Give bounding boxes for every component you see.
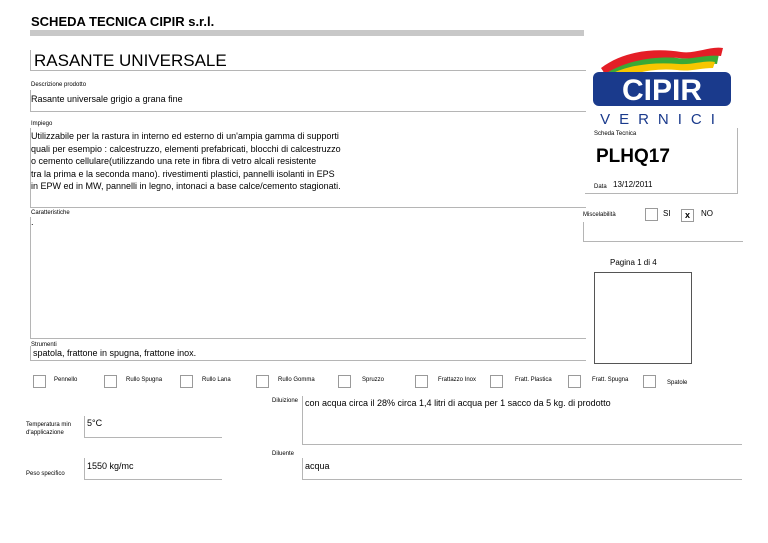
dilution-label: Diluizione bbox=[272, 398, 299, 404]
tools-label: Strumenti bbox=[31, 342, 57, 348]
temperature-label-line: d'applicazione bbox=[26, 430, 64, 436]
miscibility-no-label: NO bbox=[701, 209, 713, 218]
miscibility-underline bbox=[583, 241, 743, 242]
dilution-value: con acqua circa il 28% circa 1,4 litri di acqua per 1 sacco da 5 kg. di prodotto bbox=[305, 398, 611, 408]
miscibility-label: Miscelabilità bbox=[583, 212, 616, 218]
sheet-border-right bbox=[737, 128, 738, 193]
temperature-label bbox=[26, 421, 71, 437]
diluent-label: Diluente bbox=[272, 451, 295, 457]
dilution-border bbox=[302, 396, 303, 445]
tool-label-rullo-gomma: Rullo Gomma bbox=[278, 377, 315, 383]
tool-label-spatole: Spatole bbox=[667, 380, 688, 386]
tool-checkbox-rullo-gomma[interactable] bbox=[256, 375, 269, 388]
tool-label-rullo-lana: Rullo Lana bbox=[202, 377, 231, 383]
sheet-label: Scheda Tecnica bbox=[594, 131, 637, 137]
temperature-border bbox=[84, 416, 85, 438]
specific-weight-border bbox=[84, 458, 85, 480]
tool-label-rullo-spugna: Rullo Spugna bbox=[126, 377, 163, 383]
miscibility-no-mark: x bbox=[684, 210, 690, 220]
miscibility-yes-label: SI bbox=[663, 209, 671, 218]
sheet-underline bbox=[585, 193, 738, 194]
description-value: Rasante universale grigio a grana fine bbox=[31, 94, 183, 104]
tool-label-pennello: Pennello bbox=[54, 377, 78, 383]
tool-checkbox-fratt-plastica[interactable] bbox=[490, 375, 503, 388]
tool-checkbox-spruzzo[interactable] bbox=[338, 375, 351, 388]
temperature-value: 5°C bbox=[87, 418, 103, 428]
tools-underline bbox=[30, 360, 586, 361]
tool-label-frattazzo-inox: Frattazzo Inox bbox=[438, 377, 477, 383]
tool-label-spruzzo: Spruzzo bbox=[362, 377, 385, 383]
date-label: Data bbox=[594, 184, 607, 190]
usage-line: quali per esempio : calcestruzzo, elementi prefabricati, blocchi di calcestruzzo bbox=[31, 143, 341, 154]
tool-checkbox-pennello[interactable] bbox=[33, 375, 46, 388]
product-name: RASANTE UNIVERSALE bbox=[34, 51, 227, 70]
tool-checkbox-spatole[interactable] bbox=[643, 375, 656, 388]
usage-line: in EPW ed in MW, pannelli in legno, intonaci a base calce/cemento stagionati. bbox=[31, 181, 341, 191]
usage-line: Utilizzabile per la rastura in interno ed esterno di un'ampia gamma di supporti bbox=[31, 131, 339, 141]
diluent-underline bbox=[302, 479, 742, 480]
logo-wordmark: CIPIR bbox=[621, 74, 703, 107]
usage-text bbox=[31, 130, 341, 193]
characteristics-value: . bbox=[31, 217, 34, 227]
company-title: SCHEDA TECNICA CIPIR s.r.l. bbox=[31, 14, 215, 29]
tool-label-fratt-plastica: Fratt. Plastica bbox=[515, 377, 552, 383]
tool-checkbox-frattazzo-inox[interactable] bbox=[415, 375, 428, 388]
sheet-date: 13/12/2011 bbox=[613, 180, 653, 189]
header-divider bbox=[30, 30, 584, 36]
tools-value: spatola, frattone in spugna, frattone inox. bbox=[33, 348, 197, 358]
cipir-logo bbox=[585, 46, 738, 128]
tool-checkbox-rullo-spugna[interactable] bbox=[104, 375, 117, 388]
specific-weight-label: Peso specifico bbox=[26, 471, 65, 477]
diluent-value: acqua bbox=[305, 461, 330, 471]
usage-label: Impiego bbox=[31, 121, 53, 127]
product-image-frame bbox=[594, 272, 692, 364]
characteristics-underline bbox=[30, 338, 586, 339]
characteristics-label: Caratteristiche bbox=[31, 210, 70, 216]
specific-weight-value: 1550 kg/mc bbox=[87, 461, 134, 471]
characteristics-border bbox=[30, 217, 31, 339]
miscibility-border bbox=[583, 222, 584, 242]
logo-subtitle: VERNICI bbox=[600, 111, 724, 128]
description-underline bbox=[30, 111, 586, 112]
usage-underline bbox=[30, 207, 586, 208]
page-indicator: Pagina 1 di 4 bbox=[610, 258, 657, 267]
sheet-code: PLHQ17 bbox=[596, 146, 670, 167]
usage-line: o cemento cellulare(utilizzando una rete in fibra di vetro alcali resistente bbox=[31, 156, 317, 166]
miscibility-yes-checkbox[interactable] bbox=[645, 208, 658, 221]
description-label: Descrizione prodotto bbox=[31, 82, 87, 88]
product-name-border bbox=[30, 50, 31, 71]
diluent-border bbox=[302, 458, 303, 480]
specific-weight-underline bbox=[84, 479, 222, 480]
usage-line: tra la prima e la seconda mano). rivestimenti plastici, pannelli isolanti in EPS bbox=[31, 168, 335, 179]
temperature-underline bbox=[84, 437, 222, 438]
tool-label-fratt-spugna: Fratt. Spugna bbox=[592, 377, 629, 383]
tools-border bbox=[30, 346, 31, 361]
dilution-underline bbox=[302, 444, 742, 445]
tool-checkbox-rullo-lana[interactable] bbox=[180, 375, 193, 388]
tool-checkbox-fratt-spugna[interactable] bbox=[568, 375, 581, 388]
description-border bbox=[30, 90, 31, 112]
miscibility-no-checkbox[interactable] bbox=[681, 209, 694, 222]
temperature-label-line: Temperatura min bbox=[26, 422, 72, 428]
